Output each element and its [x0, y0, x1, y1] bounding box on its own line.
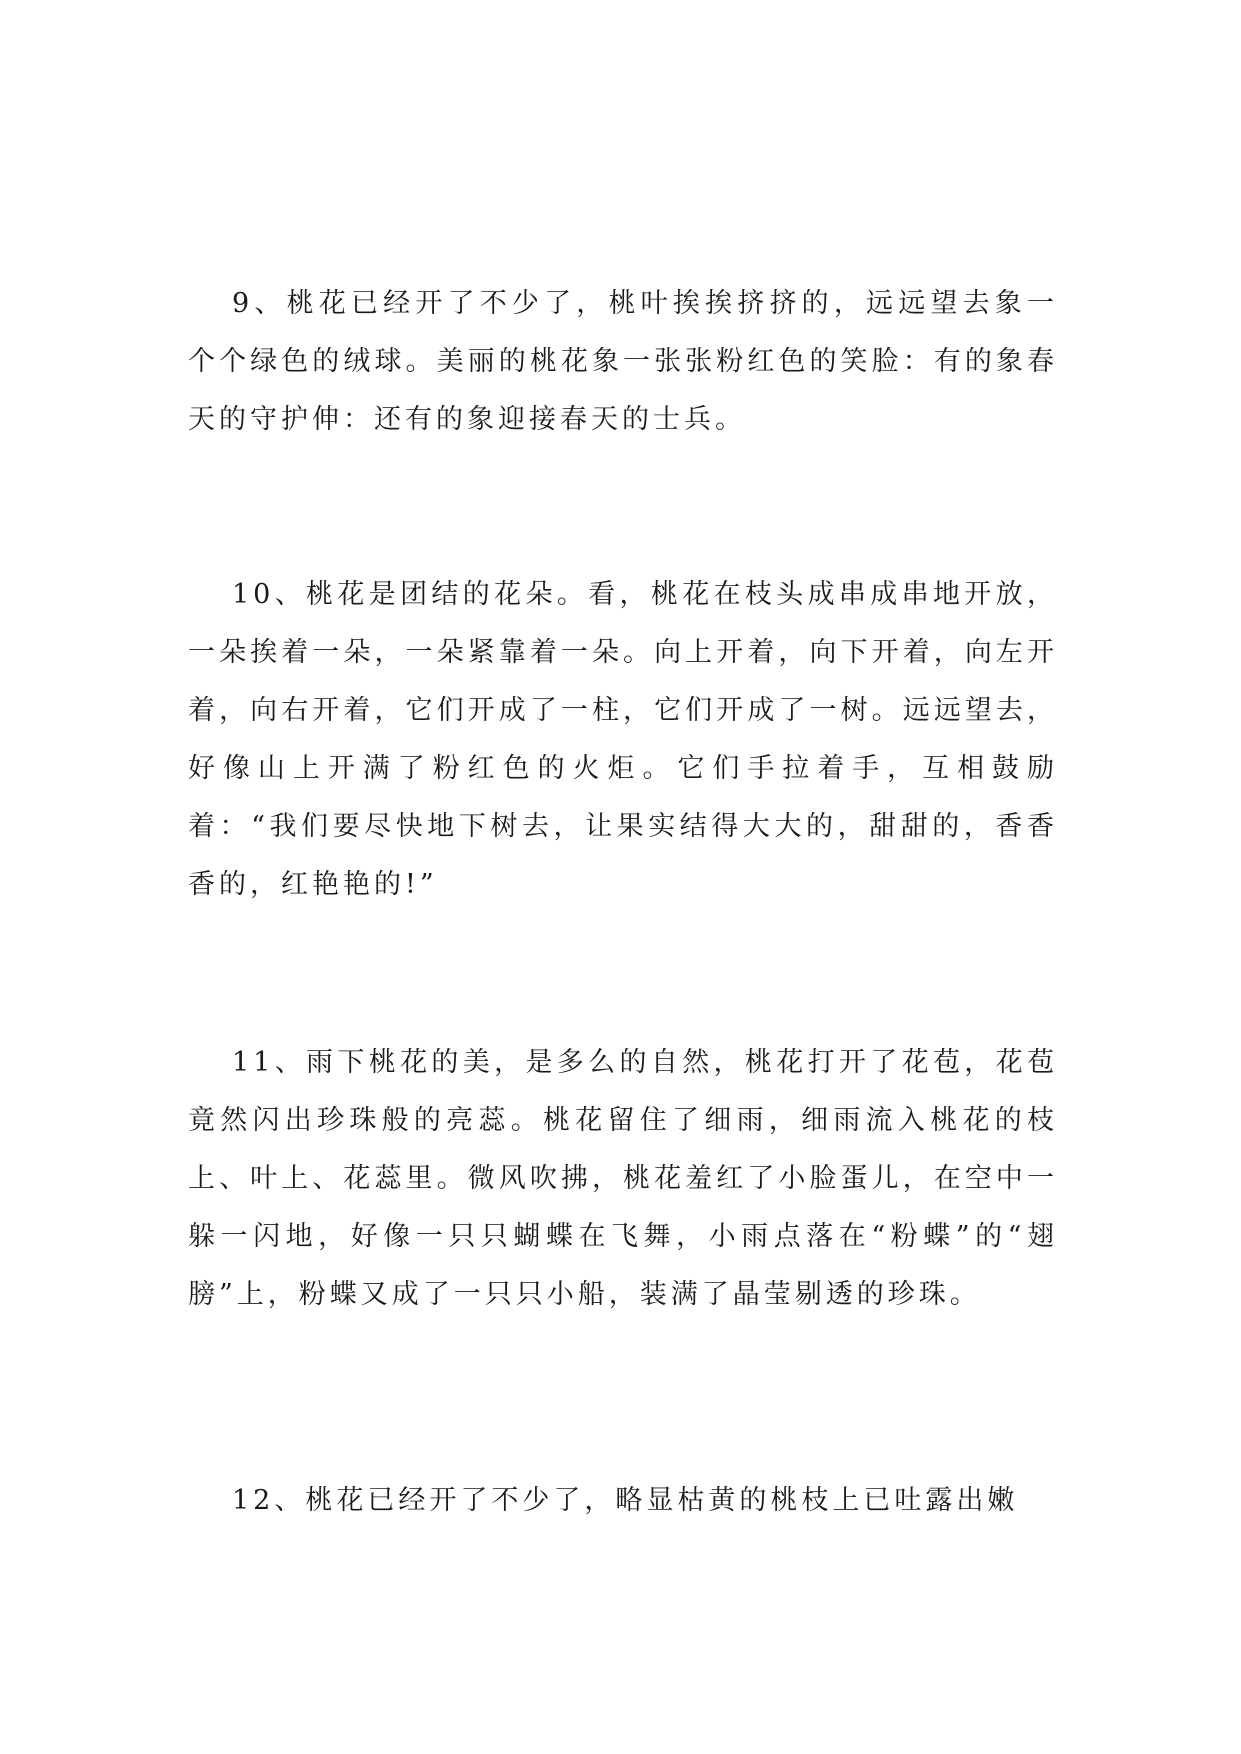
paragraph-9: 9、桃花已经开了不少了，桃叶挨挨挤挤的，远远望去象一个个绿色的绒球。美丽的桃花象一张张粉红色的笑脸：有的象春天的守护伸：还有的象迎接春天的士兵。	[188, 288, 1058, 435]
paragraph-11: 11、雨下桃花的美，是多么的自然，桃花打开了花苞，花苞竟然闪出珍珠般的亮蕊。桃花留住了细雨，细雨流入桃花的枝上、叶上、花蕊里。微风吹拂，桃花羞红了小脸蛋儿，在空中一躲一闪地，好像一只只蝴蝶在飞舞，小雨点落在“粉蝶”的“翅膀”上，粉蝶又成了一只只小船，装满了晶莹剔透的珍珠。	[188, 1047, 1058, 1310]
paragraph-12: 12、桃花已经开了不少了，略显枯黄的桃枝上已吐露出嫩	[232, 1485, 1019, 1516]
paragraph-10: 10、桃花是团结的花朵。看，桃花在枝头成串成串地开放，一朵挨着一朵，一朵紧靠着一朵。向上开着，向下开着，向左开着，向右开着，它们开成了一柱，它们开成了一树。远远望去，好像山上开满了粉红色的火炬。它们手拉着手，互相鼓励着：“我们要尽快地下树去，让果实结得大大的，甜甜的，香香香的，红艳艳的!”	[188, 579, 1058, 900]
